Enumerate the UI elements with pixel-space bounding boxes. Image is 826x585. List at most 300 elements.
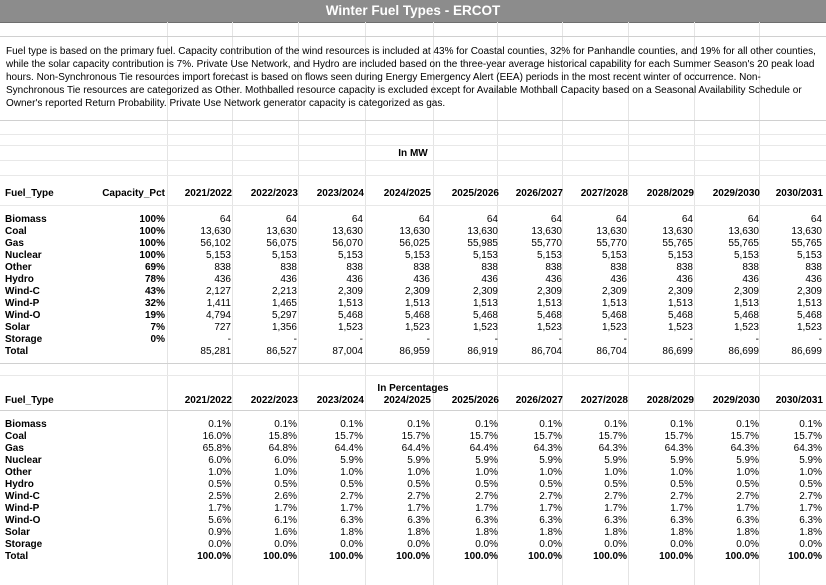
value-cell: 5.6%: [208, 515, 231, 526]
sheet-title: Winter Fuel Types - ERCOT: [0, 0, 826, 23]
value-cell: 15.7%: [793, 431, 822, 442]
value-cell: 2.7%: [670, 491, 693, 502]
fuel-type-cell: Gas: [5, 443, 24, 454]
value-cell: 2.6%: [274, 491, 297, 502]
value-cell: 1,513: [796, 298, 822, 309]
value-cell: 86,959: [399, 346, 430, 357]
value-cell: 0.1%: [208, 419, 231, 430]
value-cell: 1.7%: [208, 503, 231, 514]
value-cell: 56,102: [200, 238, 231, 249]
value-cell: 1.6%: [274, 527, 297, 538]
value-cell: 5.9%: [736, 455, 759, 466]
value-cell: 838: [481, 262, 498, 273]
value-cell: 55,770: [596, 238, 627, 249]
year-header: 2024/2025: [383, 395, 431, 406]
value-cell: 5,153: [733, 250, 759, 261]
value-cell: 1.0%: [208, 467, 231, 478]
table-row: [0, 551, 826, 563]
value-cell: 436: [676, 274, 693, 285]
value-cell: 56,070: [332, 238, 363, 249]
value-cell: 1.8%: [670, 527, 693, 538]
fuel-type-cell: Solar: [5, 527, 31, 538]
value-cell: 64: [351, 214, 363, 225]
value-cell: 87,004: [332, 346, 363, 357]
value-cell: 838: [676, 262, 693, 273]
value-cell: 5,468: [667, 310, 693, 321]
value-cell: 64: [681, 214, 693, 225]
value-cell: 436: [610, 274, 627, 285]
capacity-pct-header: Capacity_Pct: [102, 188, 165, 199]
value-cell: 1,523: [667, 322, 693, 333]
fuel-type-cell: Wind-O: [5, 515, 41, 526]
value-cell: 5,297: [271, 310, 297, 321]
value-cell: 0.5%: [799, 479, 822, 490]
value-cell: 5.9%: [475, 455, 498, 466]
mw-section-title: In MW: [398, 148, 428, 159]
value-cell: 13,630: [467, 226, 498, 237]
value-cell: 64: [285, 214, 297, 225]
year-header: 2026/2027: [515, 395, 563, 406]
value-cell: 5,153: [337, 250, 363, 261]
value-cell: -: [755, 334, 759, 345]
value-cell: 6.3%: [539, 515, 562, 526]
value-cell: 5,153: [404, 250, 430, 261]
value-cell: 1.7%: [539, 503, 562, 514]
table-row: [0, 431, 826, 443]
value-cell: 1,523: [601, 322, 627, 333]
value-cell: 6.3%: [475, 515, 498, 526]
value-cell: 5.9%: [604, 455, 627, 466]
value-cell: 0.0%: [475, 539, 498, 550]
fuel-type-cell: Wind-C: [5, 286, 40, 297]
year-header: 2029/2030: [712, 395, 760, 406]
value-cell: 6.3%: [736, 515, 759, 526]
value-cell: 1,513: [601, 298, 627, 309]
table-row: [0, 346, 826, 358]
value-cell: 100.0%: [725, 551, 759, 562]
pct-header-row: [0, 395, 826, 407]
mw-table-body: [0, 214, 826, 358]
year-header: 2022/2023: [250, 188, 298, 199]
value-cell: 15.7%: [469, 431, 498, 442]
value-cell: 1.0%: [340, 467, 363, 478]
value-cell: 100.0%: [659, 551, 693, 562]
value-cell: 1,465: [271, 298, 297, 309]
value-cell: 0.0%: [799, 539, 822, 550]
value-cell: 13,630: [332, 226, 363, 237]
value-cell: 100.0%: [329, 551, 363, 562]
value-cell: 2,309: [404, 286, 430, 297]
value-cell: 436: [346, 274, 363, 285]
value-cell: -: [558, 334, 562, 345]
value-cell: 2.7%: [407, 491, 430, 502]
value-cell: 64: [418, 214, 430, 225]
fuel-type-cell: Wind-P: [5, 503, 40, 514]
value-cell: 6.1%: [274, 515, 297, 526]
value-cell: 1,513: [536, 298, 562, 309]
value-cell: 2,309: [796, 286, 822, 297]
year-header: 2028/2029: [646, 188, 694, 199]
value-cell: 6.0%: [274, 455, 297, 466]
table-row: [0, 443, 826, 455]
value-cell: 838: [805, 262, 822, 273]
table-row: [0, 467, 826, 479]
fuel-type-cell: Hydro: [5, 274, 34, 285]
value-cell: 1,513: [733, 298, 759, 309]
value-cell: 0.1%: [274, 419, 297, 430]
value-cell: 64.3%: [664, 443, 693, 454]
value-cell: 0.1%: [475, 419, 498, 430]
value-cell: 2,127: [205, 286, 231, 297]
value-cell: 64.3%: [730, 443, 759, 454]
value-cell: 5,153: [796, 250, 822, 261]
year-header: 2027/2028: [580, 395, 628, 406]
value-cell: 5.9%: [539, 455, 562, 466]
table-row: [0, 515, 826, 527]
value-cell: 838: [610, 262, 627, 273]
table-row: [0, 298, 826, 310]
value-cell: 1,523: [404, 322, 430, 333]
value-cell: 0.5%: [736, 479, 759, 490]
value-cell: 5,153: [271, 250, 297, 261]
value-cell: 6.3%: [340, 515, 363, 526]
value-cell: 86,699: [791, 346, 822, 357]
capacity-pct-cell: 100%: [139, 226, 165, 237]
value-cell: 2.7%: [799, 491, 822, 502]
year-header: 2023/2024: [316, 395, 364, 406]
fuel-type-cell: Storage: [5, 334, 43, 345]
value-cell: 1.0%: [475, 467, 498, 478]
value-cell: 6.0%: [208, 455, 231, 466]
value-cell: 1,523: [733, 322, 759, 333]
value-cell: 1.7%: [604, 503, 627, 514]
value-cell: -: [494, 334, 498, 345]
value-cell: 64: [615, 214, 627, 225]
value-cell: 5,153: [667, 250, 693, 261]
capacity-pct-cell: 78%: [144, 274, 165, 285]
value-cell: 6.3%: [799, 515, 822, 526]
value-cell: 100.0%: [593, 551, 627, 562]
value-cell: 4,794: [205, 310, 231, 321]
value-cell: 2.7%: [340, 491, 363, 502]
value-cell: 64.4%: [401, 443, 430, 454]
value-cell: 55,985: [467, 238, 498, 249]
value-cell: 436: [280, 274, 297, 285]
value-cell: 436: [481, 274, 498, 285]
mw-header-row: [0, 188, 826, 200]
fuel-type-cell: Biomass: [5, 214, 47, 225]
value-cell: 1.8%: [799, 527, 822, 538]
value-cell: 100.0%: [263, 551, 297, 562]
value-cell: 0.1%: [799, 419, 822, 430]
table-row: [0, 503, 826, 515]
value-cell: 0.1%: [340, 419, 363, 430]
value-cell: 5.9%: [407, 455, 430, 466]
value-cell: 1,523: [796, 322, 822, 333]
value-cell: 1.8%: [407, 527, 430, 538]
value-cell: 13,630: [200, 226, 231, 237]
value-cell: 1.0%: [274, 467, 297, 478]
value-cell: 1,523: [536, 322, 562, 333]
value-cell: 5,153: [205, 250, 231, 261]
fuel-type-cell: Wind-O: [5, 310, 41, 321]
value-cell: -: [818, 334, 822, 345]
value-cell: 100.0%: [464, 551, 498, 562]
value-cell: 64.4%: [334, 443, 363, 454]
value-cell: 6.3%: [670, 515, 693, 526]
value-cell: 1.8%: [475, 527, 498, 538]
value-cell: 2.7%: [736, 491, 759, 502]
value-cell: 15.7%: [598, 431, 627, 442]
table-row: [0, 238, 826, 250]
table-row: [0, 479, 826, 491]
table-row: [0, 455, 826, 467]
fuel-type-header: Fuel_Type: [5, 395, 54, 406]
value-cell: 15.7%: [533, 431, 562, 442]
value-cell: 1.7%: [340, 503, 363, 514]
value-cell: 100.0%: [788, 551, 822, 562]
value-cell: 838: [545, 262, 562, 273]
value-cell: 5,468: [536, 310, 562, 321]
value-cell: 2,309: [667, 286, 693, 297]
table-row: [0, 250, 826, 262]
description-text: Fuel type is based on the primary fuel. Capacity contribution of the wind resources is included at 43% for Coastal counties, 32% for Panhandle counties, and 19% for all other counties, while the solar capacity contribution is 7%. Private Use Network, and Hydro are included based on the three-year average historical capability for each Summer Season's 20 peak load hours. Non-Synchronous Tie resources import forecast is based on flows seen during Energy Emergency Alert (EEA) periods in the most recent winter of occurrence. Non-Synchronous Tie resources are categorized as Other. Mothballed resource capacity is excluded except for Available Mothball Capacity based on a Seasonal Availability Schedule or Owner's reported Return Probability. Private Use Network generator capacity is categorized as gas.: [6, 46, 816, 109]
value-cell: 0.0%: [736, 539, 759, 550]
value-cell: 1.7%: [736, 503, 759, 514]
value-cell: 13,630: [728, 226, 759, 237]
value-cell: 0.1%: [407, 419, 430, 430]
value-cell: 100.0%: [528, 551, 562, 562]
value-cell: 15.7%: [664, 431, 693, 442]
value-cell: -: [689, 334, 693, 345]
value-cell: 0.5%: [208, 479, 231, 490]
value-cell: 5,468: [733, 310, 759, 321]
value-cell: 5.9%: [670, 455, 693, 466]
value-cell: 436: [214, 274, 231, 285]
table-row: [0, 334, 826, 346]
value-cell: 56,075: [266, 238, 297, 249]
value-cell: 1.8%: [736, 527, 759, 538]
value-cell: 1,513: [472, 298, 498, 309]
fuel-type-cell: Coal: [5, 226, 27, 237]
fuel-type-header: Fuel_Type: [5, 188, 54, 199]
value-cell: 55,765: [728, 238, 759, 249]
fuel-type-cell: Nuclear: [5, 455, 42, 466]
value-cell: 1.0%: [539, 467, 562, 478]
value-cell: 1,513: [404, 298, 430, 309]
value-cell: 86,919: [467, 346, 498, 357]
value-cell: 1.0%: [407, 467, 430, 478]
fuel-type-cell: Other: [5, 262, 32, 273]
value-cell: 1.7%: [274, 503, 297, 514]
value-cell: 5,153: [536, 250, 562, 261]
value-cell: 86,699: [728, 346, 759, 357]
fuel-type-cell: Solar: [5, 322, 31, 333]
value-cell: 5,153: [601, 250, 627, 261]
fuel-type-cell: Total: [5, 346, 29, 357]
year-header: 2028/2029: [646, 395, 694, 406]
value-cell: 0.5%: [407, 479, 430, 490]
value-cell: 55,770: [531, 238, 562, 249]
value-cell: 86,704: [531, 346, 562, 357]
value-cell: 55,765: [791, 238, 822, 249]
table-row: [0, 226, 826, 238]
value-cell: 64: [486, 214, 498, 225]
value-cell: 436: [413, 274, 430, 285]
value-cell: 0.1%: [604, 419, 627, 430]
value-cell: 2,309: [536, 286, 562, 297]
value-cell: 64.8%: [268, 443, 297, 454]
value-cell: 1,523: [337, 322, 363, 333]
fuel-type-cell: Hydro: [5, 479, 34, 490]
value-cell: 64: [747, 214, 759, 225]
value-cell: -: [623, 334, 627, 345]
value-cell: 15.7%: [730, 431, 759, 442]
value-cell: 6.3%: [604, 515, 627, 526]
value-cell: 436: [742, 274, 759, 285]
value-cell: 5,468: [472, 310, 498, 321]
value-cell: 5,153: [472, 250, 498, 261]
value-cell: 436: [805, 274, 822, 285]
value-cell: 2.7%: [475, 491, 498, 502]
value-cell: -: [227, 334, 231, 345]
value-cell: 13,630: [662, 226, 693, 237]
fuel-type-cell: Gas: [5, 238, 24, 249]
table-row: [0, 491, 826, 503]
value-cell: 0.5%: [340, 479, 363, 490]
value-cell: 55,765: [662, 238, 693, 249]
year-header: 2026/2027: [515, 188, 563, 199]
value-cell: 15.7%: [401, 431, 430, 442]
table-row: [0, 262, 826, 274]
value-cell: 64.3%: [533, 443, 562, 454]
value-cell: 838: [280, 262, 297, 273]
year-header: 2030/2031: [775, 188, 823, 199]
capacity-pct-cell: 43%: [144, 286, 165, 297]
value-cell: 5,468: [796, 310, 822, 321]
value-cell: 100.0%: [197, 551, 231, 562]
value-cell: 13,630: [596, 226, 627, 237]
capacity-pct-cell: 32%: [144, 298, 165, 309]
value-cell: 5.9%: [799, 455, 822, 466]
value-cell: 15.8%: [268, 431, 297, 442]
value-cell: 0.1%: [736, 419, 759, 430]
value-cell: 0.0%: [208, 539, 231, 550]
value-cell: 727: [214, 322, 231, 333]
value-cell: 0.0%: [340, 539, 363, 550]
year-header: 2025/2026: [451, 395, 499, 406]
value-cell: 13,630: [791, 226, 822, 237]
value-cell: 838: [346, 262, 363, 273]
value-cell: 65.8%: [202, 443, 231, 454]
value-cell: 0.1%: [670, 419, 693, 430]
capacity-pct-cell: 100%: [139, 238, 165, 249]
capacity-pct-cell: 100%: [139, 214, 165, 225]
value-cell: 1.8%: [539, 527, 562, 538]
value-cell: 0.0%: [539, 539, 562, 550]
value-cell: 838: [742, 262, 759, 273]
value-cell: 64.3%: [793, 443, 822, 454]
value-cell: 0.5%: [670, 479, 693, 490]
value-cell: 1,513: [337, 298, 363, 309]
value-cell: 2,309: [601, 286, 627, 297]
fuel-type-cell: Wind-P: [5, 298, 40, 309]
value-cell: 64: [219, 214, 231, 225]
value-cell: 13,630: [531, 226, 562, 237]
value-cell: 64: [550, 214, 562, 225]
capacity-pct-cell: 7%: [150, 322, 165, 333]
value-cell: 100.0%: [396, 551, 430, 562]
value-cell: 1.0%: [670, 467, 693, 478]
value-cell: 1.8%: [604, 527, 627, 538]
fuel-type-cell: Other: [5, 467, 32, 478]
value-cell: 2,309: [472, 286, 498, 297]
value-cell: 436: [545, 274, 562, 285]
value-cell: -: [359, 334, 363, 345]
value-cell: 0.0%: [670, 539, 693, 550]
value-cell: 15.7%: [334, 431, 363, 442]
value-cell: 1,356: [271, 322, 297, 333]
capacity-pct-cell: 0%: [150, 334, 165, 345]
fuel-type-cell: Nuclear: [5, 250, 42, 261]
value-cell: 1,411: [206, 298, 231, 309]
value-cell: -: [426, 334, 430, 345]
year-header: 2030/2031: [775, 395, 823, 406]
value-cell: 0.9%: [208, 527, 231, 538]
table-row: [0, 310, 826, 322]
value-cell: 1.0%: [736, 467, 759, 478]
table-row: [0, 527, 826, 539]
value-cell: -: [293, 334, 297, 345]
table-row: [0, 539, 826, 551]
value-cell: 0.0%: [407, 539, 430, 550]
year-header: 2027/2028: [580, 188, 628, 199]
capacity-pct-cell: 19%: [144, 310, 165, 321]
value-cell: 86,704: [596, 346, 627, 357]
fuel-type-cell: Coal: [5, 431, 27, 442]
value-cell: 5,468: [404, 310, 430, 321]
value-cell: 1,513: [667, 298, 693, 309]
value-cell: 0.0%: [604, 539, 627, 550]
table-row: [0, 419, 826, 431]
value-cell: 1.0%: [604, 467, 627, 478]
year-header: 2025/2026: [451, 188, 499, 199]
year-header: 2022/2023: [250, 395, 298, 406]
year-header: 2021/2022: [184, 395, 232, 406]
value-cell: 2.7%: [604, 491, 627, 502]
value-cell: 1,523: [472, 322, 498, 333]
value-cell: 2,213: [271, 286, 297, 297]
pct-section-title: In Percentages: [377, 383, 449, 394]
table-row: [0, 286, 826, 298]
value-cell: 16.0%: [202, 431, 231, 442]
value-cell: 13,630: [399, 226, 430, 237]
fuel-type-cell: Biomass: [5, 419, 47, 430]
year-header: 2023/2024: [316, 188, 364, 199]
value-cell: 56,025: [399, 238, 430, 249]
value-cell: 1.7%: [670, 503, 693, 514]
year-header: 2029/2030: [712, 188, 760, 199]
table-row: [0, 274, 826, 286]
value-cell: 2,309: [337, 286, 363, 297]
value-cell: 1.8%: [340, 527, 363, 538]
value-cell: 0.1%: [539, 419, 562, 430]
table-row: [0, 214, 826, 226]
value-cell: 5,468: [601, 310, 627, 321]
fuel-type-cell: Wind-C: [5, 491, 40, 502]
value-cell: 2.7%: [539, 491, 562, 502]
fuel-type-cell: Storage: [5, 539, 43, 550]
